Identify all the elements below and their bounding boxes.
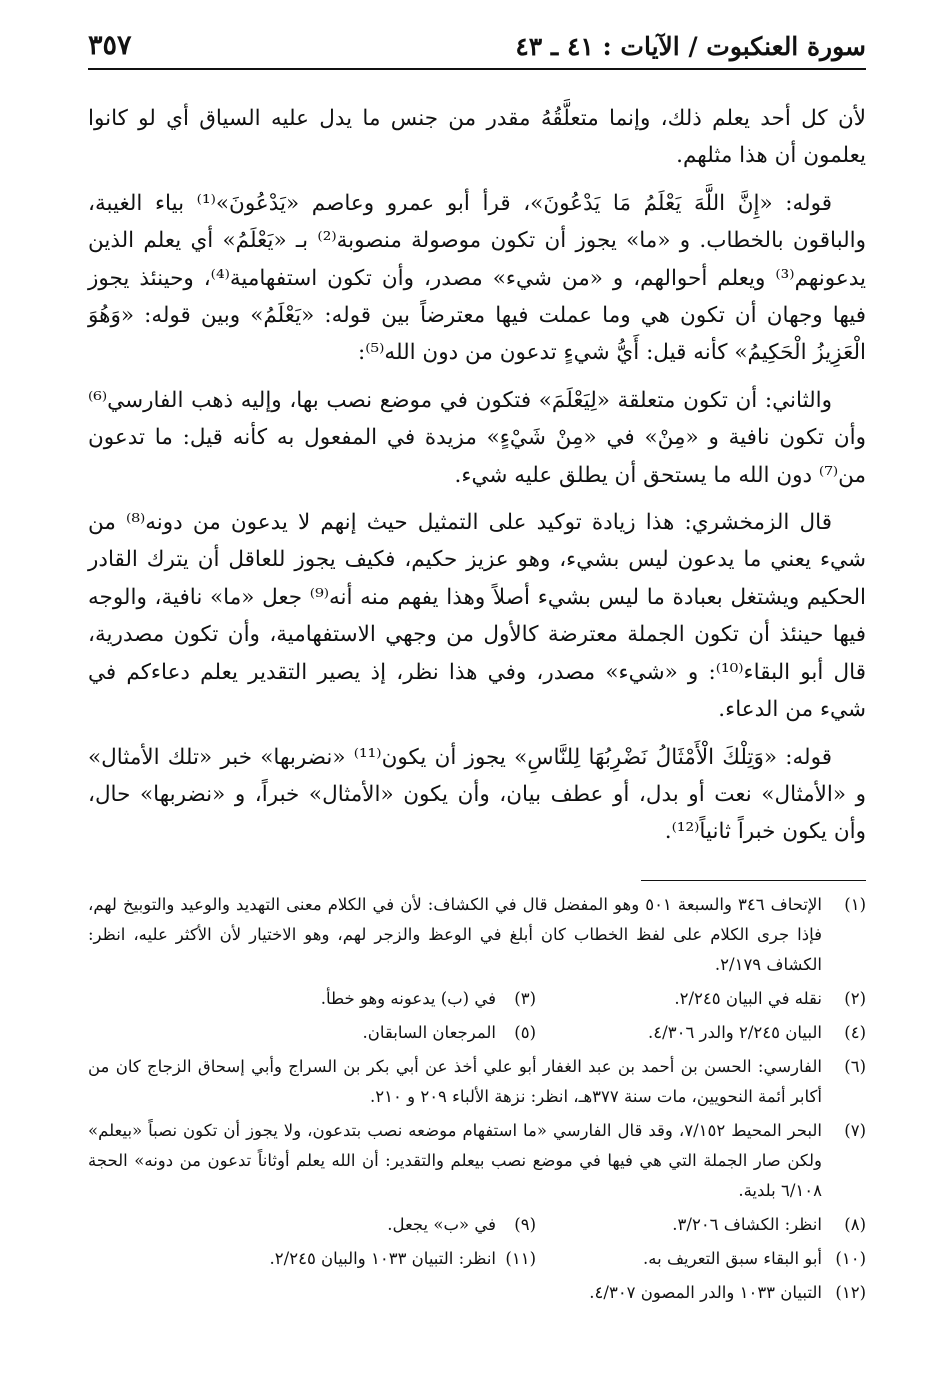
running-title: سورة العنكبوت / الآيات : ٤١ ـ ٤٣	[515, 32, 866, 61]
paragraph-2: قوله: «إِنَّ اللَّهَ يَعْلَمُ مَا يَدْعُونَ»، قرأ أبو عمرو وعاصم «يَدْعُونَ»⁽¹⁾ بياء الغيبة، والباقون بالخطاب. و «ما» يجوز أن تكون موصولة منصوبة⁽²⁾ بـ «يَعْلَمُ» أي يعلم الذين يدعونهم⁽³⁾ ويعلم أحوالهم، و «من شيء» مصدر، وأن تكون استفهامية⁽⁴⁾، وحينئذ يجوز فيها وجهان أن تكون هي وما عملت فيها معترضاً بين قوله: «يَعْلَمُ» وبين قوله: «وَهُوَ الْعَزِيزُ الْحَكِيمُ» كأنه قيل: أَيُّ شيءٍ تدعون من دون الله⁽⁵⁾:	[88, 190, 866, 366]
paragraph-3: والثاني: أن تكون متعلقة «لِيَعْلَمَ» فتكون في موضع نصب بها، وإليه ذهب الفارسي⁽⁶⁾ وأن تكون نافية و «مِنْ» في «مِنْ شَيْءٍ» مزيدة في المفعول به كأنه قيل: ما تدعون من⁽⁷⁾ دون الله ما يستحق أن يطلق عليه شيء.	[88, 387, 866, 488]
footnote-text: البيان ٢/٢٤٥ والدر ٤/٣٠٦.	[648, 1023, 822, 1042]
page-header	[88, 30, 866, 70]
footnote-mark: (٤)	[844, 1023, 866, 1042]
footnote-text: التبيان ١٠٣٣ والدر المصون ٤/٣٠٧.	[589, 1283, 822, 1302]
footnote-3	[88, 984, 536, 1014]
paragraph-5: قوله: «وَتِلْكَ الْأَمْثَالُ نَضْرِبُهَا لِلنَّاسِ» يجوز أن يكون⁽¹¹⁾ «نضربها» خبر «تلك الأمثال» و «الأمثال» نعت أو بدل، أو عطف بيان، وأن يكون «الأمثال» خبراً، و «نضربها» حال، وأن يكون خبراً ثانياً⁽¹²⁾.	[88, 744, 866, 845]
footnote-2	[536, 984, 866, 1014]
paragraph-1: لأن كل أحد يعلم ذلك، وإنما متعلَّقُهُ مقدر من جنس ما يدل عليه السياق أي لو كانوا يعلمون أن هذا مثلهم.	[88, 106, 866, 169]
footnotes	[88, 890, 866, 1312]
footnote-text: الفارسي: الحسن بن أحمد بن عبد الغفار أبو علي أخذ عن أبي بكر بن السراج وأبي إسحاق الزجاج كان من أكابر أئمة النحويين، مات سنة ٣٧٧هـ، انظر: نزهة الألباء ٢٠٩ و ٢١٠.	[88, 1057, 822, 1106]
footnote-6	[88, 1052, 866, 1112]
footnote-text: في (ب) يدعونه وهو خطأ.	[320, 989, 496, 1008]
footnote-mark: (١١)	[505, 1249, 536, 1268]
page-number: ٣٥٧	[88, 30, 132, 61]
footnote-text: نقله في البيان ٢/٢٤٥.	[674, 989, 822, 1008]
main-text	[88, 100, 866, 861]
footnote-row-10-11	[88, 1244, 866, 1274]
footnote-text: الإتحاف ٣٤٦ والسبعة ٥٠١ وهو المفضل قال في الكشاف: لأن في الكلام معنى التهديد والوعيد والتوبيخ لهم، فإذا جرى الكلام على لفظ الخطاب كان أبلغ في الوعظ والزجر لهم، وهو الاختيار لأن الأكثر عليه، انظر: الكشاف ٢/١٧٩.	[88, 895, 822, 974]
footnote-mark: (١٠)	[835, 1249, 866, 1268]
footnote-mark: (٣)	[514, 989, 536, 1008]
footnote-11	[88, 1244, 536, 1274]
footnote-row-4-5	[88, 1018, 866, 1048]
footnote-mark: (١٢)	[835, 1283, 866, 1302]
footnote-mark: (٧)	[844, 1121, 866, 1140]
footnote-8	[536, 1210, 866, 1240]
paragraph-4: قال الزمخشري: هذا زيادة توكيد على التمثيل حيث إنهم لا يدعون من دونه⁽⁸⁾ من شيء يعني ما يدعون ليس بشيء، وهو عزيز حكيم، فكيف يجوز للعاقل أن يترك القادر الحكيم ويشتغل بعبادة ما ليس بشيء أصلاً وهذا يفهم منه أنه⁽⁹⁾ جعل «ما» نافية، والوجه فيها حينئذ أن تكون الجملة معترضة كالأول من وجهي الاستفهامية، وأن تكون مصدرية، قال أبو البقاء⁽¹⁰⁾: و «شيء» مصدر، وفي هذا نظر، إذ يصير التقدير يعلم دعاءكم في شيء من الدعاء.	[88, 510, 866, 723]
footnote-7	[88, 1116, 866, 1206]
footnote-row-2-3	[88, 984, 866, 1014]
footnote-9	[88, 1210, 536, 1240]
footnote-mark: (٩)	[514, 1215, 536, 1234]
header-rule	[88, 68, 866, 70]
footnote-text: في «ب» يجعل.	[387, 1215, 496, 1234]
footnote-mark: (٨)	[844, 1215, 866, 1234]
footnote-mark: (٦)	[844, 1057, 866, 1076]
footnote-10	[536, 1244, 866, 1274]
footnote-4	[536, 1018, 866, 1048]
footnote-text: انظر: الكشاف ٣/٢٠٦.	[672, 1215, 822, 1234]
footnote-text: أبو البقاء سبق التعريف به.	[643, 1249, 822, 1268]
footnote-text: انظر: التبيان ١٠٣٣ والبيان ٢/٢٤٥.	[269, 1249, 496, 1268]
footnote-5	[88, 1018, 536, 1048]
footnote-12	[88, 1278, 866, 1308]
footnote-mark: (٢)	[844, 989, 866, 1008]
footnote-separator	[641, 880, 866, 881]
footnote-text: البحر المحيط ٧/١٥٢، وقد قال الفارسي «ما استفهام موضعه نصب بتدعون، ولا يجوز أن تكون نصباً «بيعلم» ولكن صار الجملة التي هي فيها في موضع نصب بيعلم والتقدير: أن الله يعلم أوثاناً تدعون من دونه» الحجة ٦/١٠٨ بلدية.	[88, 1121, 822, 1200]
footnote-text: المرجعان السابقان.	[362, 1023, 496, 1042]
footnote-mark: (١)	[844, 895, 866, 914]
footnote-mark: (٥)	[514, 1023, 536, 1042]
footnote-1	[88, 890, 866, 980]
footnote-row-8-9	[88, 1210, 866, 1240]
